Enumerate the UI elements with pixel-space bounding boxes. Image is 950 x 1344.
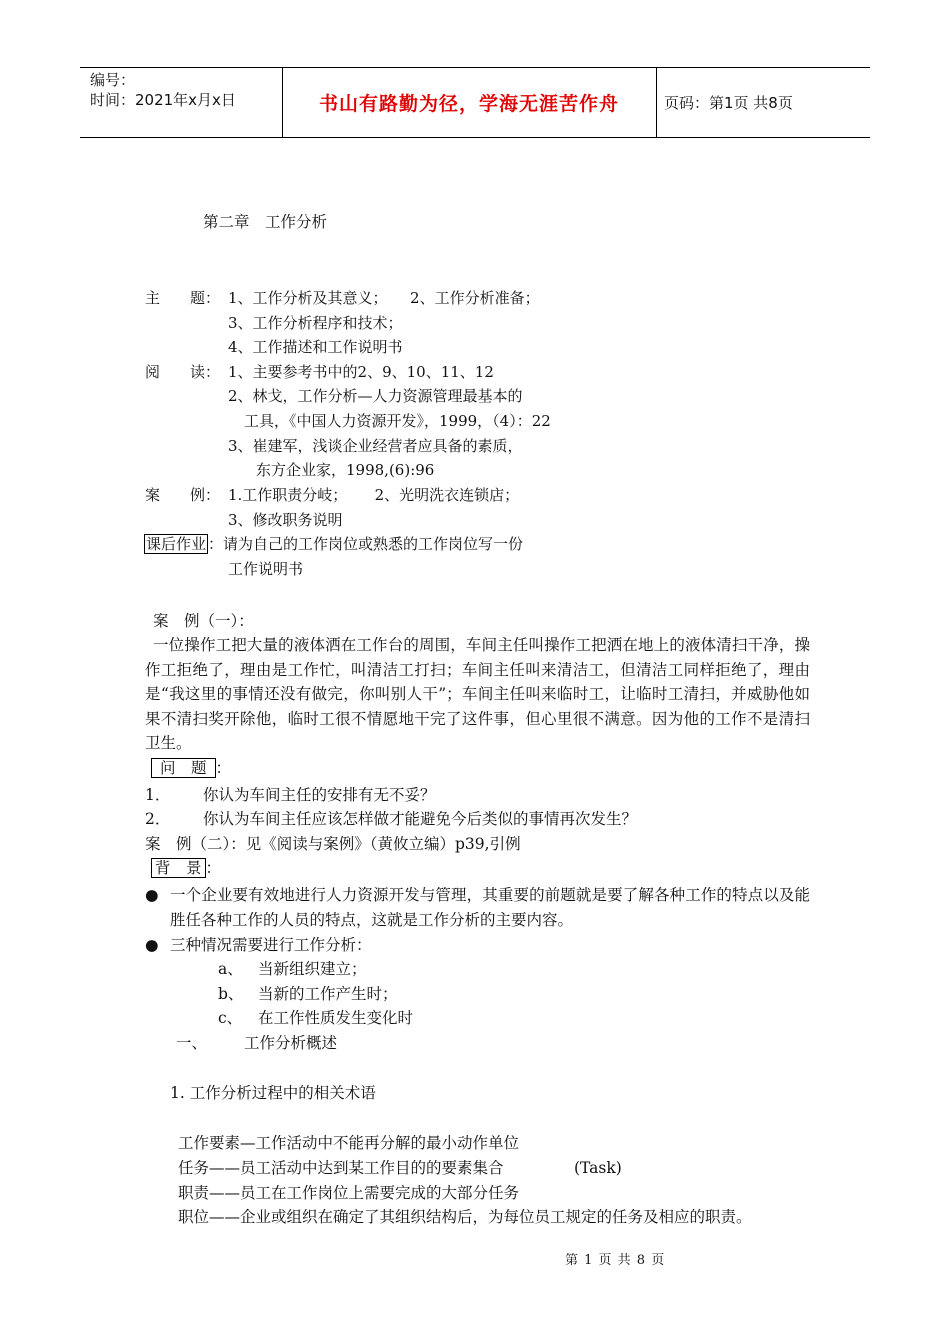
topic-line-3: 4、工作描述和工作说明书: [228, 338, 403, 356]
reading-line-2a: 2、林戈，工作分析—人力资源管理最基本的: [228, 387, 523, 405]
section-one-title: 工作分析概述: [244, 1034, 338, 1052]
bullet-icon: ●: [145, 936, 159, 954]
item-b-text: 当新的工作产生时；: [258, 985, 398, 1003]
bullet-text: 三种情况需要进行工作分析：: [170, 936, 372, 954]
section-one-subtitle: 1. 工作分析过程中的相关术语: [170, 1084, 376, 1102]
bullet-text: 一个企业要有效地进行人力资源开发与管理，其重要的前题就是要了解各种工作的特点以及能胜任各种工作的人员的特点，这就是工作分析的主要内容。: [170, 886, 810, 929]
reading-line-3b: 东方企业家，1998,(6):96: [256, 461, 435, 479]
term-position: 职位——企业或组织在确定了其组织结构后，为每位员工规定的任务及相应的职责。: [178, 1208, 752, 1226]
questions-line: [151, 758, 231, 778]
background-line: [151, 858, 221, 878]
term-responsibility: 职责——员工在工作岗位上需要完成的大部分任务: [178, 1184, 520, 1202]
question-2: 你认为车间主任应该怎样做才能避免今后类似的事情再次发生？: [203, 810, 638, 828]
reading-line-3a: 3、崔建军，浅谈企业经营者应具备的素质，: [228, 437, 523, 455]
item-a-mark: a、: [218, 960, 243, 978]
background-bullet-2: [145, 933, 810, 958]
chapter-title: 第二章 工作分析: [203, 213, 328, 231]
header-number-label: 编号：: [90, 71, 136, 89]
question-1: 你认为车间主任的安排有无不妥？: [203, 786, 436, 804]
case-two-heading: 案 例（二）：见《阅读与案例》（黄攸立编）p39,引例: [145, 835, 521, 853]
reading-label: 阅 读：: [145, 363, 221, 381]
topic-line-1: 1、工作分析及其意义； 2、工作分析准备；: [228, 289, 540, 307]
header-meta: [90, 70, 236, 110]
homework-text: ：请为自己的工作岗位或熟悉的工作岗位写一份: [208, 535, 524, 553]
background-colon: ：: [205, 859, 222, 877]
page-footer: 第 1 页 共 8 页: [565, 1253, 666, 1268]
item-a-text: 当新组织建立；: [258, 960, 367, 978]
term-work-element: 工作要素—工作活动中不能再分解的最小动作单位: [178, 1134, 520, 1152]
bullet-icon: ●: [145, 886, 159, 904]
background-label: 背 景: [151, 858, 206, 878]
homework-line-2: 工作说明书: [228, 560, 304, 578]
case-label: 案 例：: [145, 486, 221, 504]
item-b-mark: b、: [218, 985, 244, 1003]
topic-label: 主 题：: [145, 289, 221, 307]
question-2-number: 2．: [145, 810, 171, 828]
header-motto: 书山有路勤为径，学海无涯苦作舟: [318, 93, 619, 115]
homework-line: [144, 534, 523, 554]
item-c-mark: c、: [218, 1009, 243, 1027]
case-one-body: 一位操作工把大量的液体洒在工作台的周围，车间主任叫操作工把洒在地上的液体清扫干净，操作工拒绝了，理由是工作忙，叫清洁工打扫；车间主任叫来清洁工，但清洁工同样拒绝了，理由是“我这里的事情还没有做完，你叫别人干”；车间主任叫来临时工，让临时工清扫，并威胁他如果不清扫奖开除他，临时工很不情愿地干完了这件事，但心里很不满意。因为他的工作不是清扫卫生。: [145, 636, 810, 752]
header-page-label: 页码：第1页 共8页: [664, 94, 793, 112]
question-1-number: 1．: [145, 786, 171, 804]
header-divider: [656, 68, 657, 137]
item-c-text: 在工作性质发生变化时: [258, 1009, 414, 1027]
reading-line-2b: 工具，《中国人力资源开发》，1999，（4）：22: [244, 412, 551, 430]
header-time-label: 时间：2021年x月x日: [90, 91, 236, 109]
case-one-heading: 案 例（一）：: [153, 612, 254, 630]
term-task-note: (Task): [574, 1159, 622, 1177]
reading-line-1: 1、主要参考书中的2、9、10、11、12: [228, 363, 494, 381]
questions-label: 问 题: [151, 758, 216, 778]
page-header: [80, 67, 870, 138]
case-line-1: 1.工作职责分岐； 2、光明洗衣连锁店；: [228, 486, 520, 504]
section-one-number: 一、: [176, 1034, 208, 1052]
topic-line-2: 3、工作分析程序和技术；: [228, 314, 403, 332]
homework-label: 课后作业: [146, 535, 207, 553]
background-bullet-1: [145, 883, 810, 932]
case-line-2: 3、修改职务说明: [228, 511, 343, 529]
questions-colon: ：: [215, 759, 232, 777]
term-task: 任务——员工活动中达到某工作目的的要素集合: [178, 1159, 504, 1177]
